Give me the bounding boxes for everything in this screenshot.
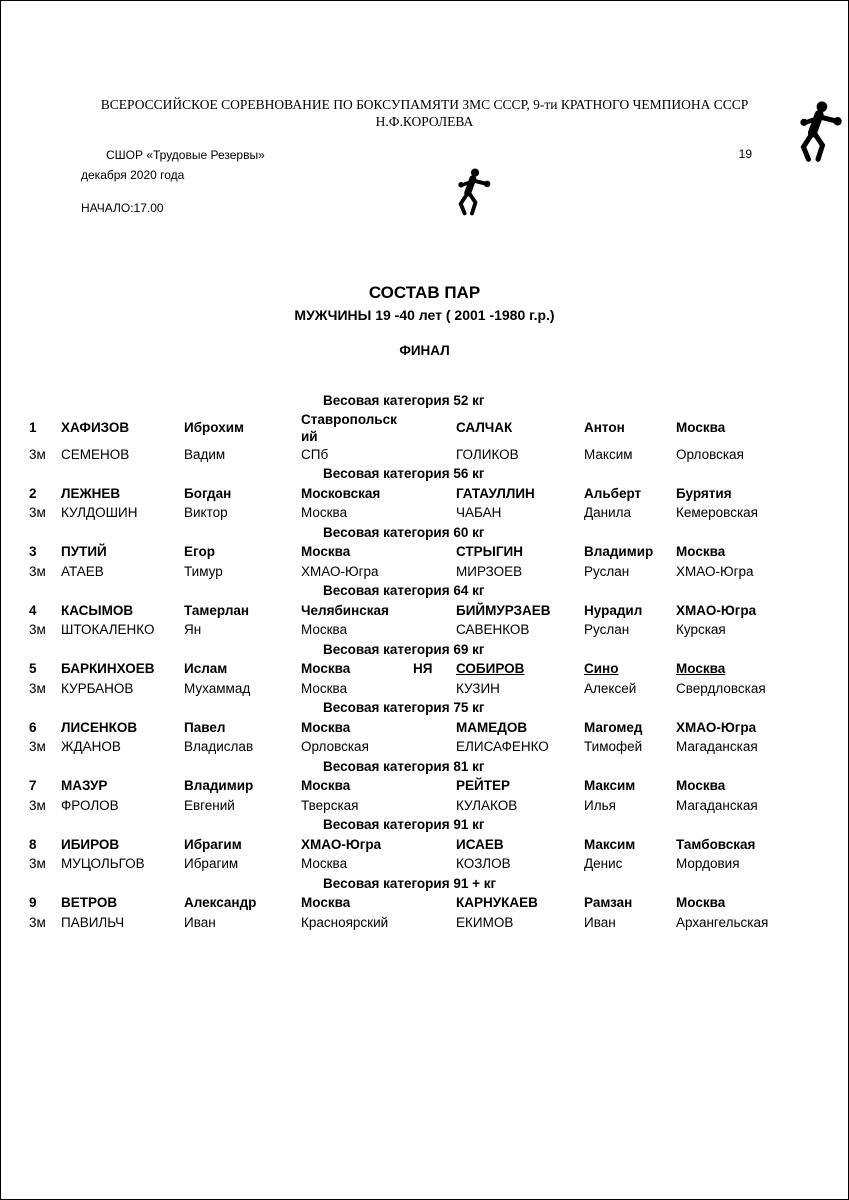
red-corner-name: Тамерлан: [184, 602, 250, 618]
section-stage: ФИНАЛ: [399, 343, 450, 358]
blue-corner-surname: САВЕНКОВ: [456, 622, 530, 638]
weight-category-label: Весовая категория 60 кг: [323, 524, 485, 540]
blue-corner-name: Данила: [584, 505, 632, 521]
bout-number: 3м: [29, 914, 46, 930]
bout-row: [29, 445, 821, 465]
blue-corner-surname: САЛЧАК: [456, 420, 513, 435]
bout-number: 3м: [29, 797, 46, 813]
red-corner-surname: ФРОЛОВ: [61, 797, 119, 813]
blue-corner-name: Альберт: [584, 485, 642, 501]
bout-note: НЯ: [413, 661, 433, 677]
red-corner-surname: БАРКИНХОЕВ: [61, 661, 155, 677]
red-corner-surname: ЛИСЕНКОВ: [61, 719, 138, 735]
red-corner-surname: КАСЫМОВ: [61, 602, 134, 618]
red-corner-region: Московская: [301, 485, 381, 501]
red-corner-surname: МУЦОЛЬГОВ: [61, 856, 145, 872]
blue-corner-region: Тамбовская: [676, 836, 756, 852]
bout-number: 2: [29, 485, 37, 501]
blue-corner-surname: МИРЗОЕВ: [456, 563, 523, 579]
red-corner-surname: ЖДАНОВ: [61, 739, 121, 755]
blue-corner-name: Сино: [584, 661, 619, 677]
bout-row: [29, 562, 821, 582]
bout-number: 8: [29, 836, 37, 852]
red-corner-region: Москва: [301, 895, 351, 911]
bout-row: [29, 620, 821, 640]
blue-corner-region: Москва: [676, 778, 726, 794]
red-corner-surname: АТАЕВ: [61, 563, 104, 579]
red-corner-name: Ян: [184, 622, 202, 638]
red-corner-name: Павел: [184, 719, 226, 735]
red-corner-surname: ПАВИЛЬЧ: [61, 914, 125, 930]
bout-number: 7: [29, 778, 37, 794]
blue-corner-region: Москва: [676, 895, 726, 911]
blue-corner-surname: РЕЙТЕР: [456, 778, 510, 794]
blue-corner-surname: СОБИРОВ: [456, 661, 525, 677]
red-corner-region: Москва: [301, 719, 351, 735]
blue-corner-surname: ЕЛИСАФЕНКО: [456, 739, 549, 755]
start-time-label: НАЧАЛО:17.00: [81, 201, 164, 215]
blue-corner-surname: КУЗИН: [456, 680, 500, 696]
red-corner-name: Богдан: [184, 485, 232, 501]
bout-row: [29, 796, 821, 816]
blue-corner-region: Мордовия: [676, 856, 740, 872]
blue-corner-surname: МАМЕДОВ: [456, 719, 528, 735]
red-corner-name: Ибрагим: [184, 836, 242, 852]
blue-corner-region: ХМАО-Югра: [676, 719, 757, 735]
bout-row: [29, 854, 821, 874]
weight-category-label: Весовая категория 91 кг: [323, 817, 485, 832]
blue-corner-region: Москва: [676, 661, 726, 677]
blue-corner-name: Максим: [584, 836, 636, 852]
red-corner-region: Москва: [301, 622, 348, 638]
bout-row: [29, 718, 821, 738]
weight-category-label: Весовая категория 52 кг: [323, 393, 485, 408]
blue-corner-name: Антон: [584, 420, 625, 435]
blue-corner-region: Архангельская: [676, 914, 769, 930]
red-corner-name: Владимир: [184, 778, 254, 794]
bout-row: [29, 601, 821, 621]
red-corner-region: СПб: [301, 446, 329, 462]
boxing-pictogram-icon: [790, 95, 846, 171]
red-corner-region: Челябинская: [301, 602, 389, 618]
document-title: [1, 96, 848, 130]
blue-corner-region: Магаданская: [676, 797, 758, 813]
bout-number: 6: [29, 719, 37, 735]
blue-corner-region: Магаданская: [676, 739, 758, 755]
document-title-line2: Н.Ф.КОРОЛЕВА: [375, 114, 474, 129]
red-corner-surname: ШТОКАЛЕНКО: [61, 622, 155, 638]
venue-label: СШОР «Трудовые Резервы»: [106, 148, 265, 162]
blue-corner-name: Илья: [584, 797, 616, 813]
event-meta: [81, 145, 265, 185]
bout-row: [29, 893, 821, 913]
bout-row: [29, 835, 821, 855]
red-corner-surname: ЛЕЖНЕВ: [61, 485, 121, 501]
red-corner-surname: МАЗУР: [61, 778, 108, 794]
bout-number: 3м: [29, 446, 46, 462]
blue-corner-name: Тимофей: [584, 739, 643, 755]
blue-corner-name: Иван: [584, 914, 616, 930]
document-title-line1: ВСЕРОССИЙСКОЕ СОРЕВНОВАНИЕ ПО БОКСУПАМЯТИ ЗМС СССР, 9-ти КРАТНОГО ЧЕМПИОНА СССР: [100, 97, 749, 112]
red-corner-region: Москва: [301, 680, 348, 696]
red-corner-surname: КУРБАНОВ: [61, 680, 134, 696]
blue-corner-surname: ГАТАУЛЛИН: [456, 485, 535, 501]
section-subtitle: МУЖЧИНЫ 19 -40 лет ( 2001 -1980 г.р.): [294, 307, 555, 323]
blue-corner-region: ХМАО-Югра: [676, 602, 757, 618]
red-corner-surname: ВЕТРОВ: [61, 895, 118, 911]
weight-category-label: Весовая категория 81 кг: [323, 758, 485, 774]
blue-corner-region: Москва: [676, 544, 726, 560]
blue-corner-region: Москва: [676, 420, 726, 435]
bout-row: [29, 542, 821, 562]
bout-number: 3м: [29, 856, 46, 872]
blue-corner-name: Руслан: [584, 622, 630, 638]
blue-corner-surname: БИЙМУРЗАЕВ: [456, 602, 551, 618]
red-corner-name: Мухаммад: [184, 680, 251, 696]
blue-corner-region: Свердловская: [676, 680, 766, 696]
red-corner-region: Тверская: [301, 797, 359, 813]
blue-corner-surname: ГОЛИКОВ: [456, 446, 519, 462]
blue-corner-name: Руслан: [584, 563, 630, 579]
date-label: декабря 2020 года: [81, 168, 185, 182]
blue-corner-surname: ЕКИМОВ: [456, 914, 514, 930]
blue-corner-surname: ИСАЕВ: [456, 836, 504, 852]
blue-corner-region: Кемеровская: [676, 505, 758, 521]
red-corner-region: Ставропольский: [301, 411, 397, 444]
red-corner-region: Красноярский: [301, 914, 389, 930]
blue-corner-region: Орловская: [676, 446, 744, 462]
bout-number: 5: [29, 661, 37, 677]
red-corner-name: Ибрагим: [184, 856, 239, 872]
blue-corner-surname: ЧАБАН: [456, 505, 502, 521]
boxing-pictogram-icon: [449, 167, 495, 219]
red-corner-name: Владислав: [184, 739, 254, 755]
red-corner-name: Ислам: [184, 661, 228, 677]
red-corner-name: Тимур: [184, 563, 223, 579]
bout-row: [29, 679, 821, 699]
bout-number: 3: [29, 544, 37, 560]
bout-row: [29, 913, 821, 933]
bout-number: 9: [29, 895, 37, 911]
red-corner-name: Евгений: [184, 797, 235, 813]
red-corner-name: Егор: [184, 544, 215, 560]
bout-row: [29, 503, 821, 523]
blue-corner-surname: СТРЫГИН: [456, 544, 523, 560]
bout-row: [29, 411, 821, 445]
section-title: СОСТАВ ПАР: [368, 283, 481, 302]
bout-number: 3м: [29, 739, 46, 755]
red-corner-name: Иброхим: [184, 420, 244, 435]
blue-corner-name: Магомед: [584, 719, 643, 735]
red-corner-surname: КУЛДОШИН: [61, 505, 138, 521]
bout-number: 1: [29, 420, 37, 435]
blue-corner-name: Денис: [584, 856, 623, 872]
blue-corner-name: Максим: [584, 446, 633, 462]
bout-number: 3м: [29, 680, 46, 696]
blue-corner-region: ХМАО-Югра: [676, 563, 754, 579]
red-corner-surname: ИБИРОВ: [61, 836, 120, 852]
bout-row: [29, 484, 821, 504]
red-corner-name: Иван: [184, 914, 216, 930]
red-corner-region: Москва: [301, 778, 351, 794]
red-corner-name: Вадим: [184, 446, 226, 462]
bout-row: [29, 776, 821, 796]
blue-corner-name: Алексей: [584, 680, 637, 696]
red-corner-name: Александр: [184, 895, 257, 911]
red-corner-region: Москва: [301, 544, 351, 560]
blue-corner-region: Бурятия: [676, 485, 732, 501]
weight-category-label: Весовая категория 56 кг: [323, 466, 485, 481]
weight-category-label: Весовая категория 91 + кг: [323, 875, 497, 891]
blue-corner-name: Владимир: [584, 544, 654, 560]
red-corner-region: Москва: [301, 505, 348, 521]
bout-row: [29, 659, 821, 679]
red-corner-surname: СЕМЕНОВ: [61, 446, 130, 462]
blue-corner-surname: КУЛАКОВ: [456, 797, 518, 813]
blue-corner-region: Курская: [676, 622, 726, 638]
red-corner-region: Москва: [301, 661, 351, 677]
bout-row: [29, 737, 821, 757]
blue-corner-name: Нурадил: [584, 602, 643, 618]
red-corner-name: Виктор: [184, 505, 228, 521]
bout-number: 4: [29, 602, 37, 618]
red-corner-region: ХМАО-Югра: [301, 563, 379, 579]
red-corner-region: ХМАО-Югра: [301, 836, 382, 852]
pairs-table: [29, 391, 821, 932]
weight-category-label: Весовая категория 64 кг: [323, 583, 485, 598]
blue-corner-surname: КАРНУКАЕВ: [456, 895, 538, 911]
bout-number: 3м: [29, 622, 46, 638]
red-corner-surname: ХАФИЗОВ: [61, 420, 130, 435]
blue-corner-name: Рамзан: [584, 895, 633, 911]
page-number: 19: [738, 147, 752, 161]
red-corner-region: Орловская: [301, 739, 369, 755]
weight-category-label: Весовая категория 69 кг: [323, 641, 485, 657]
red-corner-surname: ПУТИЙ: [61, 544, 107, 560]
blue-corner-surname: КОЗЛОВ: [456, 856, 511, 872]
bout-number: 3м: [29, 563, 46, 579]
red-corner-region: Москва: [301, 856, 348, 872]
weight-category-label: Весовая категория 75 кг: [323, 700, 485, 715]
bout-number: 3м: [29, 505, 46, 521]
blue-corner-name: Максим: [584, 778, 636, 794]
